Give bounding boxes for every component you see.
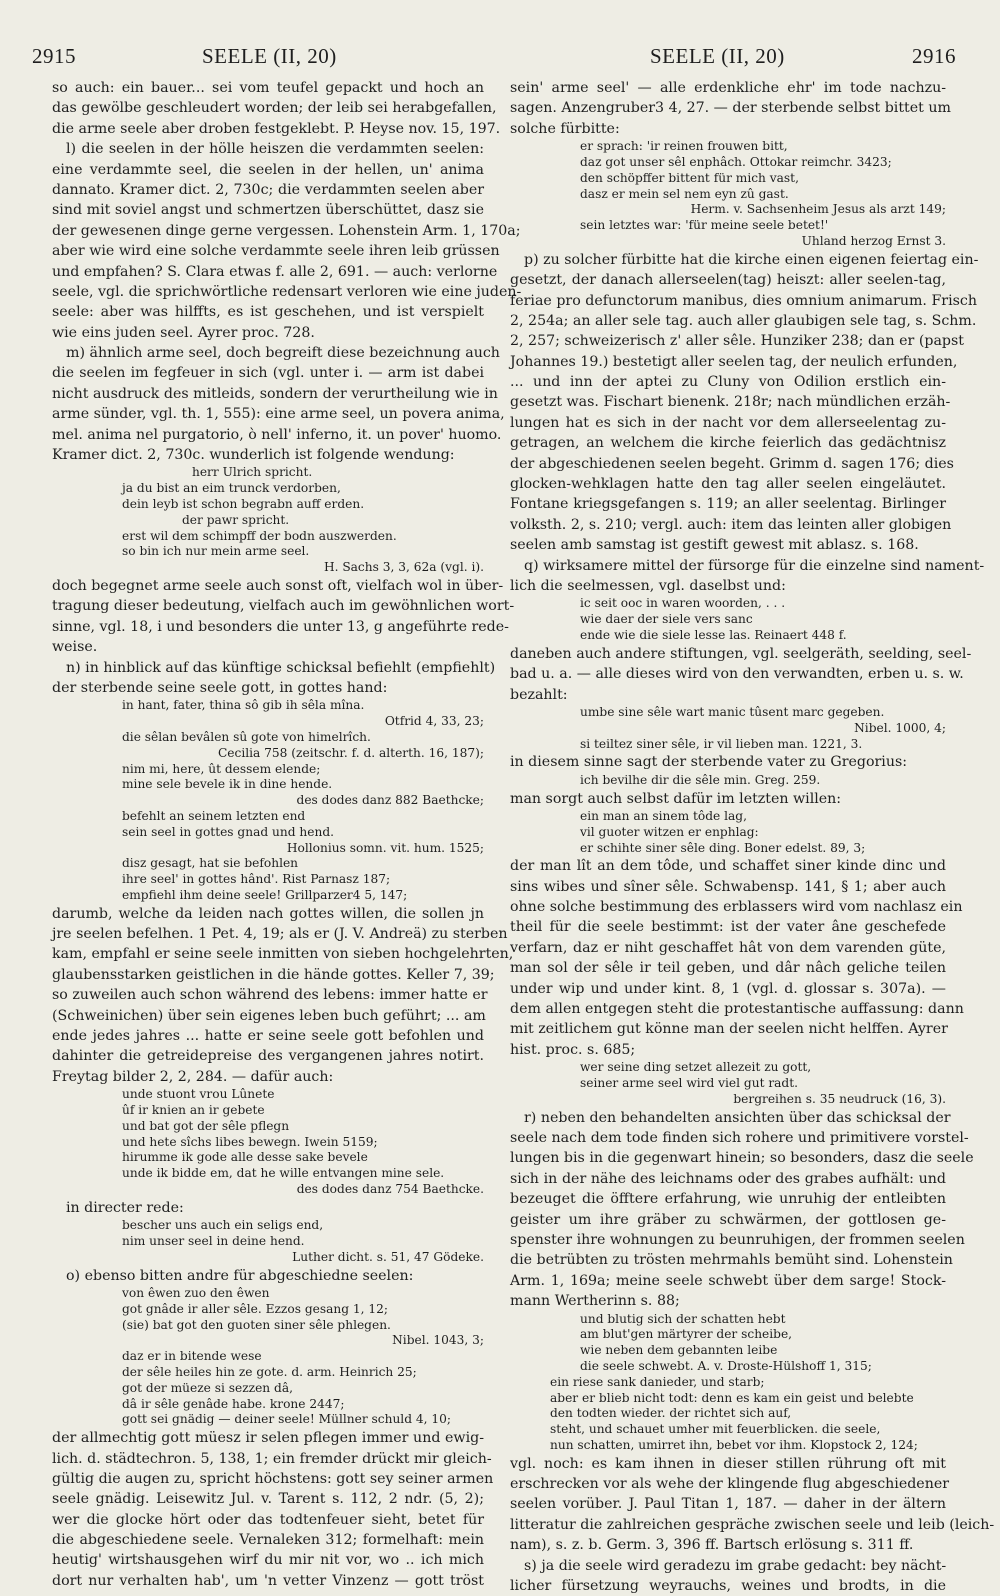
- quotation-line: empfiehl ihm deine seele! Grillparzer4 5, 147;: [122, 887, 408, 902]
- text-line: wer die glocke hört oder das todtenfeuer sieht, betet für: [52, 1511, 484, 1528]
- text-line: (Schweinichen) über sein eigenes leben buch geführt; ... am: [52, 1007, 486, 1024]
- quotation-line: mine sele bevele ik in dine hende.: [122, 777, 333, 792]
- quotation-line: Hollonius somn. vit. hum. 1525;: [286, 840, 484, 855]
- quotation-line: am blut'gen märtyrer der scheibe,: [580, 1327, 793, 1342]
- text-line: volksth. 2, s. 210; vergl. auch: item das leinten aller globigen: [510, 516, 952, 533]
- quotation-line: wie daer der siele vers sanc: [580, 612, 753, 627]
- text-line: der sterbende seine seele gott, in gottes hand:: [52, 679, 388, 696]
- quotation-line: und blutig sich der schatten hebt: [580, 1311, 786, 1326]
- text-line: litteratur die zahlreichen gespräche zwischen seele und leib (leich-: [510, 1516, 995, 1533]
- text-line: p) zu solcher fürbitte hat die kirche einen eigenen feiertag ein-: [524, 251, 979, 268]
- quotation-line: seiner arme seel wird viel gut radt.: [580, 1076, 799, 1091]
- quotation-line: Luther dicht. s. 51, 47 Gödeke.: [292, 1249, 484, 1264]
- quotation-line: er schihte siner sêle ding. Boner edelst. 89, 3;: [580, 840, 866, 855]
- text-line: tragung dieser bedeutung, vielfach auch im gewöhnlichen wort-: [52, 598, 515, 615]
- text-line: m) ähnlich arme seel, doch begreift diese bezeichnung auch: [66, 345, 500, 362]
- text-line: und empfahen? S. Clara etwas f. alle 2, 691. — auch: verlorne: [52, 263, 498, 280]
- left-text-column: [52, 78, 522, 1589]
- text-line: o) ebenso bitten andre für abgeschiedne seelen:: [66, 1267, 414, 1284]
- quotation-line: hirumme ik gode alle desse sake bevele: [122, 1150, 368, 1165]
- text-line: mann Wertherinn s. 88;: [510, 1293, 680, 1310]
- text-line: darumb, welche da leiden nach gottes willen, die sollen jn: [52, 905, 484, 922]
- quotation-line: der sêle heiles hin ze gote. d. arm. Heinrich 25;: [122, 1364, 417, 1379]
- quotation-line: des dodes danz 882 Baethcke;: [296, 793, 484, 808]
- quotation-line: herr Ulrich spricht.: [192, 465, 313, 480]
- text-line: seelen vorüber. J. Paul Titan 1, 187. — daher in der ältern: [510, 1496, 946, 1513]
- text-line: man sol der sêle ir teil geben, und dâr nâch geliche teilen: [510, 960, 946, 977]
- text-line: der allmechtig gott müesz ir selen pflegen immer und ewig-: [52, 1430, 484, 1447]
- text-line: sind mit soviel angst und schmertzen überschüttet, dasz sie: [52, 202, 484, 219]
- quotation-line: Herm. v. Sachsenheim Jesus als arzt 149;: [690, 202, 946, 217]
- text-line: 2, 254a; an aller sele tag. auch aller glaubigen sele tag, s. Schm.: [510, 312, 977, 329]
- quotation-line: sein seel in gottes gnad und hend.: [122, 824, 334, 839]
- quotation-line: daz er in bitende wese: [122, 1349, 262, 1364]
- text-line: sein' arme seel' — alle erdenkliche ehr' im tode nachzu-: [510, 80, 946, 96]
- text-line: dort nur verhalten hab', um 'n vetter Vinzenz — gott tröst: [52, 1572, 484, 1589]
- quotation-line: nun schatten, umirret ihn, bebet vor ihm. Klopstock 2, 124;: [550, 1437, 918, 1452]
- quotation-line: aber er blieb nicht todt: denn es kam ein geist und belebte: [550, 1390, 914, 1405]
- text-line: gesetzt was. Fischart bienenk. 218r; nach mündlichen erzäh-: [510, 394, 951, 411]
- text-line: weise.: [52, 639, 98, 656]
- quotation-line: daz got unser sêl enphâch. Ottokar reimchr. 3423;: [580, 154, 892, 169]
- right-running-title: SEELE (II, 20): [650, 44, 785, 68]
- text-line: theil für die seele bestimmt: ist der vater âne geschefede: [510, 919, 946, 936]
- quotation-line: sein letztes war: 'für meine seele betet!': [580, 218, 829, 233]
- quotation-line: ja du bist an eim trunck verdorben,: [122, 481, 341, 496]
- quotation-line: (sie) bat got den guoten siner sêle phlegen.: [122, 1317, 391, 1332]
- text-line: r) neben den behandelten ansichten über das schicksal der: [524, 1109, 951, 1126]
- text-line: lungen hat es sich in der nacht vor dem allerseelentag zu-: [510, 414, 946, 431]
- quotation-line: got gnâde ir aller sêle. Ezzos gesang 1, 12;: [122, 1301, 388, 1316]
- text-line: mel. anima nel purgatorio, ò nell' inferno, it. un pover' huomo.: [52, 426, 502, 443]
- text-line: ende jedes jahres ... hatte er seine seele gott befohlen und: [52, 1028, 484, 1045]
- quotation-line: unde stuont vrou Lûnete: [122, 1087, 275, 1102]
- quotation-line: steht, und schauet umher mit feuerblicken. die seele,: [550, 1422, 881, 1437]
- text-line: seele: aber was hilffts, es ist geschehen, und ist verspielt: [52, 304, 484, 321]
- text-line: nam), s. z. b. Germ. 3, 396 ff. Bartsch erlösung s. 311 ff.: [510, 1537, 914, 1554]
- quotation-line: bescher uns auch ein seligs end,: [122, 1218, 324, 1233]
- text-line: ... und inn der aptei zu Cluny von Odilion erstlich ein-: [510, 374, 946, 391]
- right-text-column: [510, 78, 995, 1595]
- text-line: heutig' wirtshausgehen wirf du mir nit vor, wo .. ich mich: [52, 1552, 484, 1569]
- quotation-line: und bat got der sêle pflegn: [122, 1118, 290, 1133]
- quotation-line: Otfrid 4, 33, 23;: [384, 714, 484, 729]
- text-line: licher fürsetzung weyrauchs, weines und brodts, in die: [510, 1578, 946, 1595]
- text-line: sinne, vgl. 18, i und besonders die unter 13, g angeführte rede-: [52, 618, 509, 635]
- quotation-line: die seele schwebt. A. v. Droste-Hülshoff 1, 315;: [580, 1358, 872, 1373]
- text-line: in directer rede:: [66, 1199, 184, 1216]
- quotation-line: ein man an sinem tôde lag,: [580, 808, 747, 823]
- quotation-line: nim mi, here, ût dessem elende;: [122, 761, 321, 776]
- text-line: solche fürbitte:: [510, 120, 620, 137]
- text-line: der abgeschiedenen seelen begeht. Grimm d. sagen 176; dies: [510, 455, 954, 472]
- text-line: under wip und under kint. 8, 1 (vgl. d. glossar s. 307a). —: [510, 980, 946, 997]
- text-line: sich in der nähe des leichnams oder des grabes aufhält: und: [510, 1170, 946, 1187]
- quotation-line: ein riese sank danieder, und starb;: [550, 1374, 765, 1389]
- quotation-line: der pawr spricht.: [182, 512, 290, 527]
- text-line: verfarn, daz er niht geschaffet hât von dem varenden güte,: [510, 939, 946, 956]
- text-line: seele, vgl. die sprichwörtliche redensart verloren wie eine juden-: [52, 283, 522, 300]
- text-line: s) ja die seele wird geradezu im grabe gedacht: bey nächt-: [524, 1557, 947, 1574]
- quotation-line: disz gesagt, hat sie befohlen: [122, 856, 299, 871]
- text-line: glocken-wehklagen hatte den tag aller seelen eingeläutet.: [510, 476, 946, 493]
- text-line: dahinter die getreidepreise des vergangenen jahres notirt.: [52, 1048, 484, 1065]
- text-line: seele gnädig. Leisewitz Jul. v. Tarent s. 112, 2 ndr. (5, 2);: [52, 1491, 484, 1508]
- text-line: seelen amb samstag ist gestift gewest mit ablasz. s. 168.: [510, 537, 919, 554]
- text-line: die abgeschiedene seele. Vernaleken 312; formelhaft: mein: [52, 1532, 484, 1549]
- quotation-line: Uhland herzog Ernst 3.: [801, 233, 946, 248]
- text-line: lungen bis in die gegenwart hinein; so besonders, dasz die seele: [510, 1150, 974, 1167]
- quotation-line: ich bevilhe dir die sêle min. Greg. 259.: [580, 772, 821, 787]
- right-page-number: 2916: [912, 44, 956, 68]
- quotation-line: von êwen zuo den êwen: [122, 1285, 270, 1300]
- quotation-line: die sêlan bevâlen sû gote von himelrîch.: [122, 729, 371, 744]
- text-line: kam, empfahl er seine seele inmitten von sieben hochgelehrten,: [52, 946, 514, 963]
- left-running-title: SEELE (II, 20): [202, 44, 337, 68]
- text-line: lich. d. städtechron. 5, 138, 1; ein fremder drückt mir gleich-: [52, 1450, 492, 1467]
- text-line: der gewesenen dinge gerne vergessen. Lohenstein Arm. 1, 170a;: [52, 222, 521, 239]
- text-line: Arm. 1, 169a; meine seele schwebt über dem sarge! Stock-: [510, 1272, 946, 1289]
- text-line: hist. proc. s. 685;: [510, 1041, 636, 1058]
- text-line: daneben auch andere stiftungen, vgl. seelgeräth, seelding, seel-: [510, 645, 972, 662]
- quotation-line: Nibel. 1043, 3;: [392, 1333, 484, 1348]
- quotation-line: si teiltez siner sêle, ir vil lieben man. 1221, 3.: [580, 736, 863, 751]
- text-line: so auch: ein bauer... sei vom teufel gepackt und hoch an: [52, 80, 484, 96]
- text-line: sagen. Anzengruber3 4, 27. — der sterbende selbst bittet um: [510, 100, 951, 117]
- text-line: die seelen im fegfeuer in sich (vgl. unter i. — arm ist dabei: [52, 365, 484, 382]
- quotation-line: in hant, fater, thina sô gib ih sêla mîna.: [122, 698, 365, 713]
- text-line: lich die seelmessen, vgl. daselbst und:: [510, 578, 786, 594]
- text-line: arme sünder, vgl. th. 1, 555): eine arme seel, un povera anima,: [52, 406, 505, 423]
- text-line: erschrecken vor als wehe der klingende flug abgeschiedener: [510, 1476, 950, 1493]
- quotation-line: er sprach: 'ir reinen frouwen bitt,: [580, 139, 788, 154]
- text-line: l) die seelen in der hölle heiszen die verdammten seelen:: [66, 141, 484, 158]
- text-line: 2, 257; schweizerisch z' aller sêle. Hunziker 238; dan er (papst: [510, 333, 964, 350]
- quotation-line: got der müeze si sezzen dâ,: [122, 1380, 293, 1395]
- quotation-line: des dodes danz 754 Baethcke.: [296, 1182, 484, 1196]
- text-line: nicht ausdruck des mitleids, sondern der verurtheilung wie in: [52, 385, 498, 402]
- quotation-line: befehlt an seinem letzten end: [122, 808, 306, 823]
- text-line: aber wie wird eine solche verdammte seele ihren leib grüssen: [52, 243, 500, 260]
- text-line: in diesem sinne sagt der sterbende vater zu Gregorius:: [510, 754, 908, 771]
- text-line: dem allen entgegen steht die protestantische auffassung: dann: [510, 1001, 964, 1018]
- quotation-line: wie neben dem gebannten leibe: [580, 1343, 778, 1358]
- text-line: geister um ihre gräber zu schwärmen, der gottlosen ge-: [510, 1211, 946, 1228]
- text-line: gesetzt, der danach allerseelen(tag) heiszt: aller seelen-tag,: [510, 272, 946, 289]
- quotation-line: umbe sine sêle wart manic tûsent marc gegeben.: [580, 704, 885, 719]
- quotation-line: und hete sîchs libes bewegn. Iwein 5159;: [122, 1134, 378, 1149]
- text-line: so zuweilen auch schon während des lebens: immer hatte er: [52, 987, 488, 1004]
- quotation-line: ende wie die siele lesse las. Reinaert 448 f.: [580, 627, 847, 642]
- quotation-line: den todten wieder. der richtet sich auf,: [550, 1406, 792, 1421]
- text-line: Kramer dict. 2, 730c. wunderlich ist folgende wendung:: [52, 447, 455, 464]
- text-line: doch begegnet arme seele auch sonst oft, vielfach wol in über-: [52, 578, 504, 594]
- text-line: die arme seele aber droben festgeklebt. P. Heyse nov. 15, 197.: [52, 120, 501, 137]
- text-line: die betrübten zu trösten mehrmahls bemüht sind. Lohenstein: [510, 1252, 953, 1269]
- text-line: q) wirksamere mittel der fürsorge für die einzelne sind nament-: [524, 557, 985, 574]
- quotation-line: dâ ir sêle genâde habe. krone 2447;: [122, 1396, 345, 1411]
- text-line: bezeuget die öfftere erfahrung, wie unruhig der entleibten: [510, 1191, 946, 1208]
- text-line: getragen, an welchem die kirche feierlich das gedächtnisz: [510, 435, 946, 452]
- text-line: Fontane kriegsgefangen s. 119; an aller seelentag. Birlinger: [510, 496, 946, 513]
- quotation-line: ûf ir knien an ir gebete: [122, 1103, 265, 1118]
- text-line: mit zeitlichem gut könne man der seelen nicht helffen. Ayrer: [510, 1021, 948, 1038]
- quotation-line: gott sei gnädig — deiner seele! Müllner schuld 4, 10;: [122, 1412, 451, 1427]
- text-line: spenster ihre wohnungen zu beunruhigen, der frommen seelen: [510, 1231, 965, 1248]
- quotation-line: Cecilia 758 (zeitschr. f. d. alterth. 16, 187);: [217, 745, 484, 760]
- quotation-line: H. Sachs 3, 3, 62a (vgl. i).: [323, 560, 484, 575]
- quotation-line: bergreihen s. 35 neudruck (16, 3).: [733, 1091, 946, 1106]
- text-line: n) in hinblick auf das künftige schicksal befiehlt (empfiehlt): [66, 659, 496, 676]
- quotation-line: Nibel. 1000, 4;: [854, 720, 946, 735]
- text-line: wie eins juden seel. Ayrer proc. 728.: [52, 324, 315, 341]
- left-page-number: 2915: [32, 44, 76, 68]
- text-line: feriae pro defunctorum manibus, dies omnium animarum. Frisch: [510, 292, 977, 309]
- quotation-line: den schöpffer bittent für mich vast,: [580, 170, 799, 185]
- quotation-line: dasz er mein sel nem eyn zû gast.: [580, 186, 789, 201]
- quotation-line: erst wil dem schimpff der bodn auszwerden.: [122, 528, 397, 543]
- text-line: man sorgt auch selbst dafür im letzten willen:: [510, 790, 842, 807]
- text-line: vgl. noch: es kam ihnen in dieser stillen rührung oft mit: [510, 1455, 946, 1472]
- text-line: seele nach dem tode finden sich rohere und primitivere vorstel-: [510, 1130, 969, 1146]
- text-line: bezahlt:: [510, 686, 568, 703]
- text-line: Johannes 19.) bestetigt aller seelen tag, der neulich erfunden,: [510, 353, 958, 370]
- text-line: Freytag bilder 2, 2, 284. — dafür auch:: [52, 1068, 334, 1085]
- text-line: der man lît an dem tôde, und schaffet siner kinde dinc und: [510, 858, 946, 875]
- quotation-line: ic seit ooc in waren woorden, . . .: [580, 596, 786, 611]
- text-line: dannato. Kramer dict. 2, 730c; die verdammten seelen aber: [52, 181, 484, 198]
- text-line: glaubensstarken geistlichen in die hände gottes. Keller 7, 39;: [52, 966, 495, 983]
- quotation-line: unde ik bidde em, dat he wille entvangen mine sele.: [122, 1166, 445, 1181]
- quotation-line: vil guoter witzen er enphlag:: [580, 824, 759, 839]
- text-line: das gewölbe geschleudert worden; der leib sei herabgefallen,: [52, 100, 497, 117]
- text-line: jre seelen befelhen. 1 Pet. 4, 19; als er (J. V. Andreä) zu sterben: [52, 926, 508, 943]
- quotation-line: so bin ich nur mein arme seel.: [122, 544, 310, 559]
- text-line: eine verdammte seel, die seelen in der hellen, un' anima: [52, 161, 484, 178]
- text-line: gültig die augen zu, spricht höchstens: gott sey seiner armen: [52, 1470, 494, 1487]
- text-line: ohne solche bestimmung des erblassers wird vom nachlasz ein: [510, 899, 963, 916]
- quotation-line: dein leyb ist schon begrabn auff erden.: [122, 497, 365, 512]
- quotation-line: nim unser seel in deine hend.: [122, 1233, 305, 1248]
- quotation-line: ihre seel' in gottes hând'. Rist Parnasz 187;: [122, 872, 391, 887]
- quotation-line: wer seine ding setzet allezeit zu gott,: [580, 1060, 812, 1075]
- text-line: sins wibes und sîner sêle. Schwabensp. 141, § 1; aber auch: [510, 878, 946, 895]
- text-line: bad u. a. — alle dieses wird von den verwandten, erben u. s. w.: [510, 666, 964, 683]
